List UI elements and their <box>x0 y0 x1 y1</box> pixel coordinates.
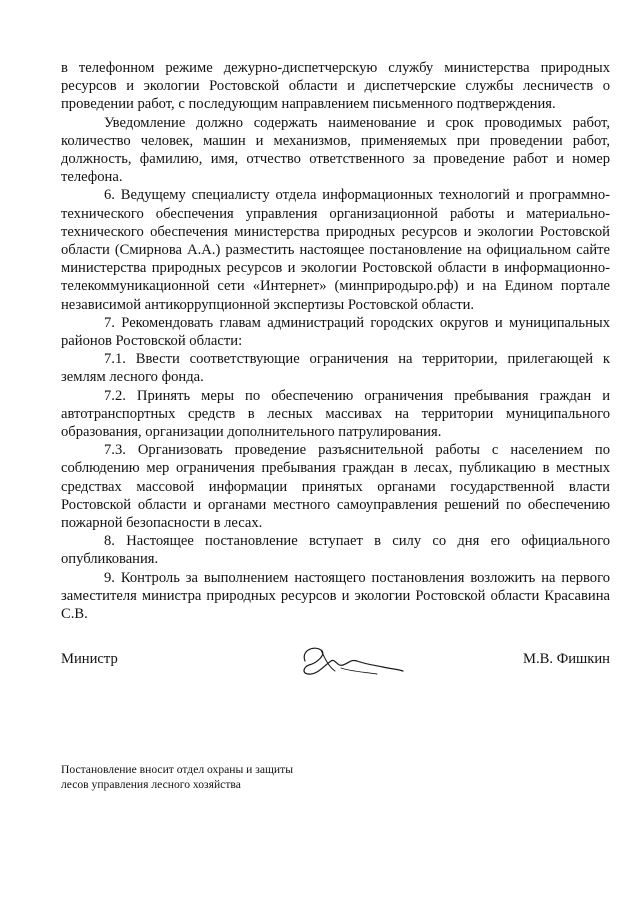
footer-line-1: Постановление вносит отдел охраны и защиты <box>61 763 293 776</box>
paragraph-item-8: 8. Настоящее постановление вступает в силу со дня его официального опубликования. <box>61 533 610 568</box>
footer-note <box>61 762 293 792</box>
paragraph-item-7-3: 7.3. Организовать проведение разъяснительной работы с населением по соблюдению мер ограничения пребывания граждан в лесах, публикацию в местных средствах массовой информации принятых органами государственной власти Ростовской области и органами местного самоуправления решений по обеспечению пожарной безопасности в лесах. <box>61 442 610 532</box>
signature-block <box>61 641 610 685</box>
position-title: Министр <box>61 651 118 667</box>
paragraph-item-9: 9. Контроль за выполнением настоящего постановления возложить на первого заместителя министра природных ресурсов и экологии Ростовской области Красавина С.В. <box>61 569 610 623</box>
document-body <box>61 59 610 623</box>
paragraph-item-7-1: 7.1. Ввести соответствующие ограничения на территории, прилегающей к землям лесного фонда. <box>61 351 610 386</box>
paragraph-item-7-2: 7.2. Принять меры по обеспечению ограничения пребывания граждан и автотранспортных средств в лесных массивах на территории муниципального образования, организации дополнительного патрулирования. <box>61 387 610 441</box>
paragraph-continuation: в телефонном режиме дежурно-диспетчерскую службу министерства природных ресурсов и экологии Ростовской области и диспетчерские службы лесничеств о проведении работ, с последующим направлением письменного подтверждения. <box>61 60 610 113</box>
paragraph-notification: Уведомление должно содержать наименование и срок проводимых работ, количество человек, машин и механизмов, применяемых при проведении работ, должность, фамилию, имя, отчество ответственного за проведение работ и номер телефона. <box>61 114 610 186</box>
paragraph-item-7: 7. Рекомендовать главам администраций городских округов и муниципальных районов Ростовской области: <box>61 314 610 350</box>
handwritten-signature <box>291 641 411 685</box>
signer-name: М.В. Фишкин <box>523 651 610 667</box>
paragraph-item-6: 6. Ведущему специалисту отдела информационных технологий и программно-технического обеспечения управления организационной работы и материально-технического обеспечения министерства природных ресурсов и экологии Ростовской области (Смирнова А.А.) разместить настоящее постановление на официальном сайте министерства природных ресурсов и экологии Ростовской области в информационно-телекоммуникационной сети «Интернет» (минприродыро.рф) и на Едином портале независимой антикоррупционной экспертизы Ростовской области. <box>61 187 610 313</box>
footer-line-2: лесов управления лесного хозяйства <box>61 778 241 791</box>
